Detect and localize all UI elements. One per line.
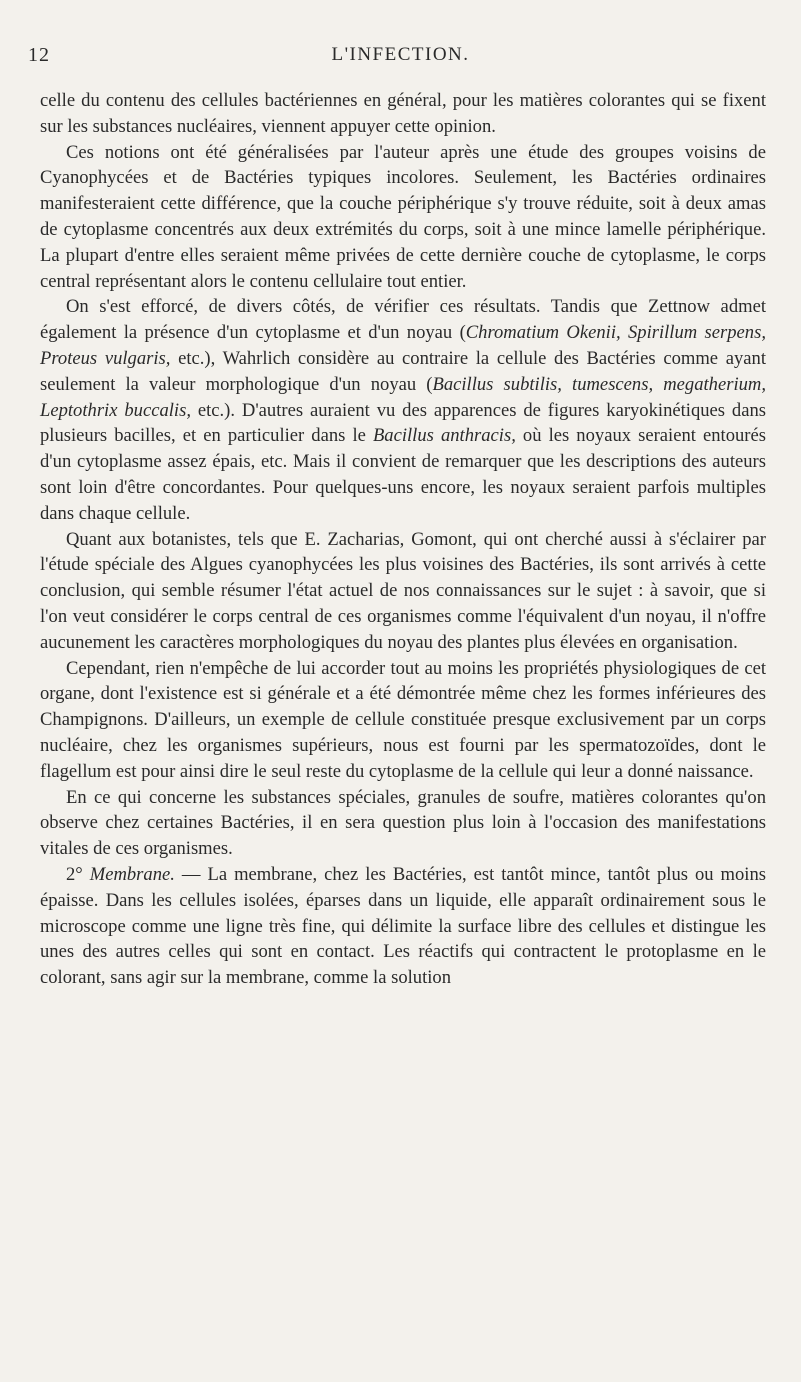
paragraph: [40, 527, 766, 656]
text-run: etc.), Wahrlich considère au contraire la cellule des Bactéries comme ayant seulement la valeur morphologique d'un noyau (: [40, 347, 766, 395]
text-run: celle du contenu des cellules bactériennes en général, pour les matières colorantes qui se fixent sur les substances nucléaires, viennent appuyer cette opinion.: [40, 90, 766, 137]
text-run: — La membrane, chez les Bactéries, est tantôt mince, tantôt plus ou moins épaisse. Dans les cellules isolées, éparses dans un liquide, elle apparaît ordinairement sous le microscope comme une ligne très fine, qui délimite la surface libre des cellules et distingue les unes des autres celles qui sont en contact. Les réactifs qui contractent le protoplasme en le colorant, sans agir sur la membrane, comme la solution: [40, 863, 766, 989]
running-title: L'INFECTION.: [331, 44, 470, 65]
paragraph: [40, 140, 766, 295]
paragraph: [40, 862, 766, 991]
paragraph: [40, 88, 766, 140]
text-run: En ce qui concerne les substances spéciales, granules de soufre, matières colorantes qu'on observe chez certaines Bactéries, il en sera question plus loin à l'occasion des manifestations vitales de ces organismes.: [40, 786, 766, 860]
text-run: On s'est efforcé, de divers côtés, de vérifier ces résultats. Tandis que Zettnow admet également la présence d'un cytoplasme et d'un noyau (: [40, 296, 766, 344]
italic-text: Bacillus anthracis,: [372, 425, 516, 447]
italic-text: Chromatium Okenii, Spirillum serpens, Proteus vulgaris,: [40, 322, 766, 369]
text-run: Quant aux botanistes, tels que E. Zacharias, Gomont, qui ont cherché aussi à s'éclairer par l'étude spéciale des Algues cyanophycées les plus voisines des Bactéries, ils sont arrivés à cette conclusion, qui semble résumer l'état actuel de nos connaissances sur le sujet : à savoir, que si l'on veut considérer le corps central de ces organismes comme l'équivalent d'un noyau, il n'offre aucunement les caractères morphologiques du noyau des plantes plus élevées en organisation.: [40, 528, 766, 653]
text-run: etc.). D'autres auraient vu des apparences de figures karyokinétiques dans plusieurs bacilles, et en particulier dans le: [40, 399, 766, 447]
body-text: [40, 88, 766, 991]
paragraph: [40, 294, 766, 526]
paragraph: [40, 785, 766, 862]
italic-text: Bacillus subtilis, tumescens, megatherium, Leptothrix buccalis,: [40, 373, 766, 421]
text-run: où les noyaux seraient entourés d'un cytoplasme assez épais, etc. Mais il convient de remarquer que les descriptions des auteurs sont loin d'être concordantes. Pour quelques-uns encore, les noyaux seraient parfois multiples dans chaque cellule.: [40, 425, 766, 524]
running-head: [28, 44, 773, 68]
paragraph: [40, 656, 766, 785]
text-run: Cependant, rien n'empêche de lui accorder tout au moins les propriétés physiologiques de cet organe, dont l'existence est si générale et a été démontrée même chez les formes inférieures des Champignons. D'ailleurs, un exemple de cellule constituée presque exclusivement par un corps nucléaire, chez les organismes supérieurs, nous est fourni par les spermatozoïdes, dont le flagellum est pour ainsi dire le seul reste du cytoplasme de la cellule qui leur a donné naissance.: [40, 657, 766, 782]
text-run: Ces notions ont été généralisées par l'auteur après une étude des groupes voisins de Cyanophycées et de Bactéries typiques incolores. Seulement, les Bactéries ordinaires manifesteraient cette différence, que la couche périphérique s'y trouve réduite, soit à deux amas de cytoplasme concentrés aux deux extrémités du corps, soit à une mince lamelle périphérique. La plupart d'entre elles seraient même privées de cette dernière couche de cytoplasme, le corps central représentant alors le contenu cellulaire tout entier.: [40, 141, 766, 292]
italic-text: Membrane.: [89, 863, 175, 885]
page-number: 12: [28, 44, 50, 66]
text-run: 2°: [66, 863, 90, 885]
